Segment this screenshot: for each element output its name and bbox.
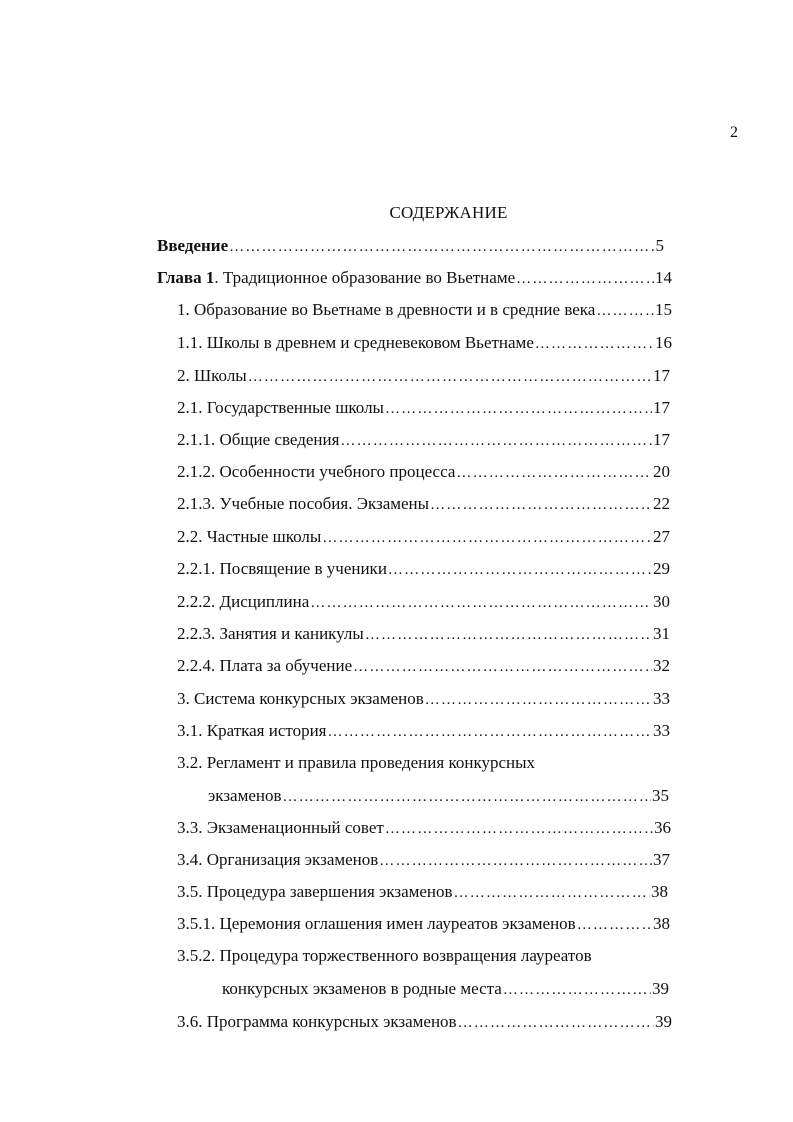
toc-page-number: 36 xyxy=(654,818,671,837)
toc-entry-label: 3.1. Краткая история xyxy=(177,721,327,740)
toc-entry-label: 2.2.1. Посвящение в ученики xyxy=(177,559,387,578)
toc-entry xyxy=(177,366,670,387)
toc-page-number: 37 xyxy=(653,850,670,869)
toc-entry xyxy=(177,494,670,515)
toc-page-number: 39 xyxy=(652,979,669,998)
toc-entry-label: 3.5.2. Процедура торжественного возвращения лауреатов xyxy=(177,946,592,965)
toc-entry-label: 2.1. Государственные школы xyxy=(177,398,384,417)
toc-entry xyxy=(177,300,672,321)
toc-entry xyxy=(177,527,670,548)
toc-entry xyxy=(177,656,670,677)
toc-entry-chapter-1 xyxy=(157,268,672,289)
toc-page-number: 38 xyxy=(651,882,668,901)
toc-entry xyxy=(177,914,670,935)
toc-page-number: 17 xyxy=(653,398,670,417)
leader-dots xyxy=(248,367,652,387)
leader-dots xyxy=(379,851,652,871)
page-number: 2 xyxy=(730,124,738,141)
toc-page-number: 33 xyxy=(653,721,670,740)
toc-entry-label: 3.5.1. Церемония оглашения имен лауреатов экзаменов xyxy=(177,914,576,933)
leader-dots xyxy=(535,334,654,354)
toc-entry xyxy=(177,689,670,710)
toc-entry xyxy=(177,946,592,966)
toc-entry-label: 3.3. Экзаменационный совет xyxy=(177,818,384,837)
toc-page-number: 17 xyxy=(653,430,670,449)
leader-dots xyxy=(454,883,650,903)
leader-dots xyxy=(310,593,652,613)
leader-dots xyxy=(229,237,654,257)
toc-title: СОДЕРЖАНИЕ xyxy=(389,203,508,222)
toc-entry xyxy=(177,462,670,483)
leader-dots xyxy=(328,722,652,742)
toc-entry xyxy=(177,398,670,419)
toc-page-number: 17 xyxy=(653,366,670,385)
leader-dots xyxy=(456,463,652,483)
toc-page-number: 15 xyxy=(655,300,672,319)
toc-entry xyxy=(177,559,670,580)
toc-page-number: 20 xyxy=(653,462,670,481)
toc-entry-label: 2.2.4. Плата за обучение xyxy=(177,656,353,675)
leader-dots xyxy=(458,1013,654,1033)
leader-dots xyxy=(365,625,652,645)
toc-entry-label: 2. Школы xyxy=(177,366,247,385)
toc-entry-label: 3.2. Регламент и правила проведения конкурсных xyxy=(177,753,536,772)
toc-entry xyxy=(177,882,668,903)
toc-page-number: 38 xyxy=(653,914,670,933)
leader-dots xyxy=(385,399,652,419)
toc-entry xyxy=(177,850,670,871)
toc-entry-label: 2.2.3. Занятия и каникулы xyxy=(177,624,364,643)
leader-dots xyxy=(340,431,652,451)
toc-entry-label: 2.1.2. Особенности учебного процесса xyxy=(177,462,456,481)
toc-page-number: 22 xyxy=(653,494,670,513)
toc-entry-label: 3. Система конкурсных экзаменов xyxy=(177,689,424,708)
toc-entry xyxy=(177,753,535,773)
toc-entry-bold: Глава 1 xyxy=(157,268,215,287)
toc-page-number: 27 xyxy=(653,527,670,546)
toc-entry-label: 2.1.1. Общие сведения xyxy=(177,430,340,449)
toc-entry xyxy=(177,721,670,742)
leader-dots xyxy=(425,690,652,710)
toc-page-number: 5 xyxy=(655,236,664,255)
leader-dots xyxy=(516,269,654,289)
leader-dots xyxy=(430,495,652,515)
toc-entry xyxy=(177,624,670,645)
leader-dots xyxy=(577,915,652,935)
toc-entry xyxy=(177,818,671,839)
toc-page-number: 35 xyxy=(652,786,669,805)
toc-entry-bold: Введение xyxy=(157,236,229,255)
toc-page-number: 32 xyxy=(653,656,670,675)
toc-entry-label: 2.2. Частные школы xyxy=(177,527,322,546)
leader-dots xyxy=(353,657,652,677)
toc-entry-label: 1. Образование во Вьетнаме в древности и в средние века xyxy=(177,300,596,319)
toc-page-number: 14 xyxy=(655,268,672,287)
toc-page-number: 16 xyxy=(655,333,672,352)
toc-entry xyxy=(177,592,670,613)
toc-page-number: 39 xyxy=(655,1012,672,1031)
toc-page-number: 29 xyxy=(653,559,670,578)
toc-entry-label: экзаменов xyxy=(208,786,282,805)
leader-dots xyxy=(322,528,652,548)
toc-entry-introduction xyxy=(157,236,664,257)
toc-entry-label: 3.6. Программа конкурсных экзаменов xyxy=(177,1012,457,1031)
leader-dots xyxy=(388,560,652,580)
toc-entry-continuation xyxy=(208,786,669,807)
toc-entry-label: 3.5. Процедура завершения экзаменов xyxy=(177,882,453,901)
leader-dots xyxy=(283,787,651,807)
toc-entry-label: конкурсных экзаменов в родные места xyxy=(222,979,502,998)
leader-dots xyxy=(385,819,653,839)
toc-page-number: 31 xyxy=(653,624,670,643)
toc-entry-label: 1.1. Школы в древнем и средневековом Вьетнаме xyxy=(177,333,534,352)
toc-page-number: 30 xyxy=(653,592,670,611)
leader-dots xyxy=(503,980,651,1000)
toc-entry-continuation xyxy=(222,979,669,1000)
toc-page-number: 33 xyxy=(653,689,670,708)
leader-dots xyxy=(596,301,654,321)
toc-entry-label: 2.2.2. Дисциплина xyxy=(177,592,310,611)
toc-entry-label: 3.4. Организация экзаменов xyxy=(177,850,379,869)
toc-entry xyxy=(177,1012,672,1033)
toc-entry-label: 2.1.3. Учебные пособия. Экзамены xyxy=(177,494,430,513)
toc-entry-label: . Традиционное образование во Вьетнаме xyxy=(214,268,516,287)
toc-entry xyxy=(177,430,670,451)
toc-entry xyxy=(177,333,672,354)
